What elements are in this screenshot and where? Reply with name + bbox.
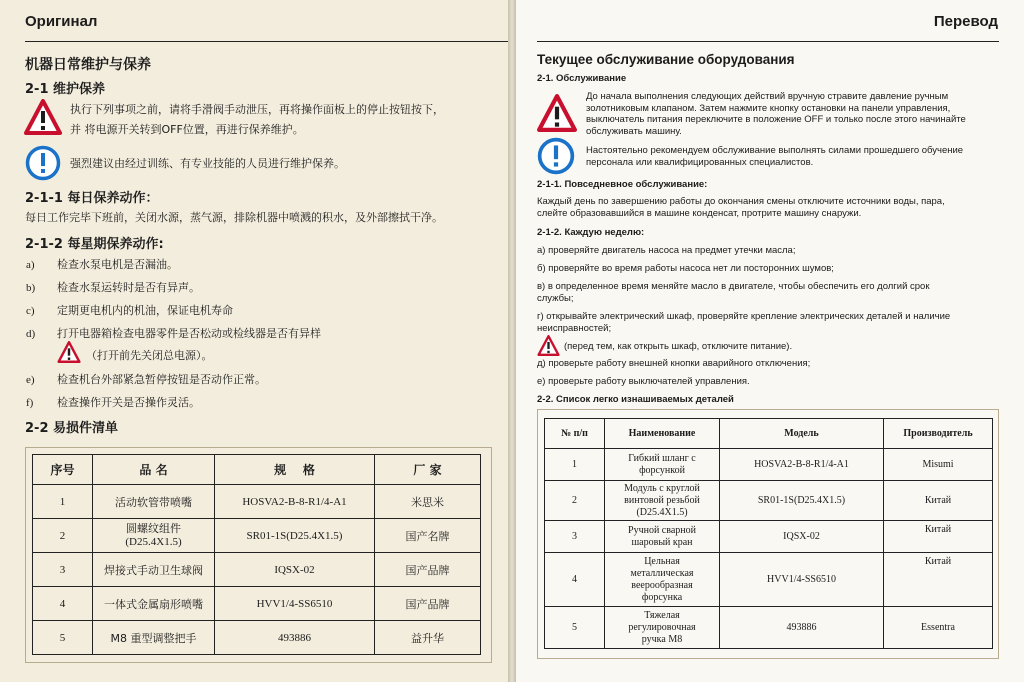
row-name-line: регулировочная [628,621,696,633]
header-rule [537,41,999,42]
ru-daily-line: Каждый день по завершению работы до окончания смены отключите источники воды, пара, [537,196,945,207]
ru-warning-text [586,91,998,137]
row-spec: IQSX-02 [215,553,375,587]
ru-warning-line: выключатель питания переключите в положение OFF и только после этого начинайте [586,114,966,125]
row-name: 活动软管带喷嘴 [93,485,215,519]
original-header: Оригинал [25,13,98,30]
original-page [0,0,508,682]
cn-weekly-item: 检查水泵运转时是否有异声。 [57,281,200,294]
row-no: 4 [33,587,93,621]
table-row [33,621,481,655]
row-name-line: Ручной сварной [628,524,696,536]
row-name-line: Цельная [644,555,680,567]
row-maker: Китай [884,481,993,521]
row-maker: Misumi [884,449,993,481]
cn-section-2-1-2: 2-1-2 每星期保养动作: [25,237,164,252]
row-spec: 493886 [215,621,375,655]
ru-weekly-line: в) в определенное время меняйте масло в двигателе, чтобы обеспечить его долгий срок [537,281,930,292]
ru-weekly-note: (перед тем, как открыть шкаф, отключите питание). [564,341,793,352]
table-row [545,521,993,553]
row-spec: 493886 [720,607,884,649]
row-name [93,519,215,553]
row-name [605,481,720,521]
col-header-spec: 规 格 [215,455,375,485]
info-icon [25,145,61,181]
ru-section-2-1-2: 2-1-2. Каждую неделю: [537,227,645,238]
translation-header: Перевод [933,13,998,30]
row-name: 一体式金属扇形喷嘴 [93,587,215,621]
ru-weekly-item: б) проверяйте во время работы насоса нет ли посторонних шумов; [537,263,834,274]
row-no: 4 [545,553,605,607]
cn-weekly-marker: a) [26,259,35,271]
warning-icon [24,99,62,135]
table-row [33,519,481,553]
row-name-line: форсунка [641,591,683,603]
cn-weekly-item: 检查操作开关是否操作灵活。 [57,396,200,409]
cn-weekly-item: 检查水泵电机是否漏油。 [57,258,178,271]
row-no: 5 [33,621,93,655]
row-maker: 国产品牌 [375,553,481,587]
row-name: M8 重型调整把手 [93,621,215,655]
row-spec: SR01-1S(D25.4X1.5) [720,481,884,521]
ru-section-2-1-1: 2-1-1. Повседневное обслуживание: [537,179,708,190]
cn-weekly-marker: c) [26,305,35,317]
col-header-maker: Производитель [884,419,993,449]
warning-icon [537,94,577,132]
row-no: 2 [545,481,605,521]
row-name-line: металлическая [630,567,694,579]
ru-warning-line: До начала выполнения следующих действий вручную стравите давление ручным [586,91,949,102]
row-spec: HVV1/4-SS6510 [215,587,375,621]
row-maker: 国产品牌 [375,587,481,621]
translation-page [516,0,1024,682]
table-row [33,485,481,519]
book-gutter [508,0,516,682]
ru-parts-table [544,418,993,649]
row-name-line: (D25.4X1.5) [636,506,688,518]
row-maker: Китай [884,521,993,553]
row-no: 2 [33,519,93,553]
warning-icon [537,335,560,356]
row-name-line: Тяжелая [644,609,680,621]
ru-warning-line: золотниковым клапаном. Затем нажмите кнопку остановки на панели управления, [586,102,951,114]
row-name-line: шаровый кран [631,536,693,548]
row-name [605,521,720,553]
cn-section-2-1-1: 2-1-1 每日保养动作： [25,191,159,206]
row-spec: HVV1/4-SS6510 [720,553,884,607]
cn-section-2-1: 2-1 维护保养 [25,82,106,97]
col-header-maker: 厂 家 [375,455,481,485]
ru-daily-line: слейте образовавшийся в машине конденсат, протрите машину снаружи. [537,207,862,219]
table-row [33,553,481,587]
ru-weekly-item: е) проверьте работу выключателей управления. [537,376,750,387]
row-name-line: ручка M8 [641,633,683,645]
ru-weekly-line: г) открывайте электрический шкаф, проверяйте крепление электрических деталей и наличие [537,311,951,322]
table-row [545,607,993,649]
row-spec: HOSVA2-B-8-R1/4-A1 [215,485,375,519]
cn-section-2-2: 2-2 易损件清单 [25,421,119,436]
cn-parts-table [32,454,481,655]
ru-weekly-item: а) проверяйте двигатель насоса на предмет утечки масла; [537,245,796,256]
row-maker: Essentra [884,607,993,649]
ru-warning-line: обслуживать машину. [586,125,682,137]
cn-weekly-item: 定期更电机内的机油，保证电机寿命 [57,304,233,317]
table-row [33,587,481,621]
table-row [545,449,993,481]
row-no: 5 [545,607,605,649]
ru-weekly-line: службы; [537,292,574,304]
ru-info-text [586,145,998,168]
cn-weekly-item: 检查机台外部紧急暂停按钮是否动作正常。 [57,373,266,386]
header-rule [25,41,515,42]
row-no: 3 [33,553,93,587]
row-name-line: веерообразная [631,579,693,591]
ru-info-line: персонала или квалифицированных специалистов. [586,156,814,168]
ru-weekly-item [537,311,999,334]
row-name-line: форсункой [639,464,685,476]
row-name [605,449,720,481]
cn-warning-line1: 执行下列事项之前，请将手滑阀手动泄压，再将操作面板上的停止按钮按下， [70,103,444,116]
row-spec: SR01-1S(D25.4X1.5) [215,519,375,553]
warning-icon [57,341,81,363]
ru-weekly-item [537,281,999,304]
row-name-line: Модуль с круглой [624,482,700,494]
row-name [605,607,720,649]
row-name-line: Гибкий шланг с [628,452,696,464]
cn-daily-text: 每日工作完毕下班前，关闭水源，蒸气源，排除机器中喷溅的积水，及外部擦拭干净。 [25,211,443,224]
row-name-line: 圆螺纹组件 [126,522,181,535]
row-name: 焊接式手动卫生球阀 [93,553,215,587]
row-maker: Китай [884,553,993,607]
ru-section-2-1: 2-1. Обслуживание [537,73,627,84]
ru-daily-text [537,196,999,219]
col-header-model: Модель [720,419,884,449]
row-spec: HOSVA2-B-8-R1/4-A1 [720,449,884,481]
cn-info-text: 强烈建议由经过训练、有专业技能的人员进行维护保养。 [70,157,345,170]
cn-weekly-note: （打开前先关闭总电源）。 [86,349,213,362]
row-name-line: (D25.4X1.5) [125,536,182,548]
cn-weekly-item: 打开电器箱检查电器零件是否松动或检线器是否有异样 [57,327,321,340]
row-maker: 益升华 [375,621,481,655]
cn-weekly-marker: b) [26,282,36,294]
col-header-no: № п/п [545,419,605,449]
table-row [545,553,993,607]
ru-info-line: Настоятельно рекомендуем обслуживание выполнять силами прошедшего обучение [586,145,964,156]
row-no: 1 [33,485,93,519]
cn-weekly-marker: d) [26,328,36,340]
col-header-name: Наименование [605,419,720,449]
cn-warning-line2: 并 将电源开关转到OFF位置，再进行保养维护。 [70,123,304,136]
ru-title: Текущее обслуживание оборудования [537,52,795,67]
row-no: 3 [545,521,605,553]
ru-section-2-2: 2-2. Список легко изнашиваемых деталей [537,394,734,405]
row-name-line: винтовой резьбой [624,494,700,506]
cn-title: 机器日常维护与保养 [25,57,151,73]
ru-weekly-line: неисправностей; [537,322,612,334]
row-maker: 米思米 [375,485,481,519]
row-maker: 国产名牌 [375,519,481,553]
col-header-name: 品 名 [93,455,215,485]
table-row [545,481,993,521]
ru-weekly-item: д) проверьте работу внешней кнопки аварийного отключения; [537,358,811,369]
col-header-no: 序号 [33,455,93,485]
cn-weekly-marker: e) [26,374,35,386]
row-spec: IQSX-02 [720,521,884,553]
info-icon [537,137,575,175]
row-name [605,553,720,607]
cn-weekly-marker: f) [26,397,34,409]
row-no: 1 [545,449,605,481]
